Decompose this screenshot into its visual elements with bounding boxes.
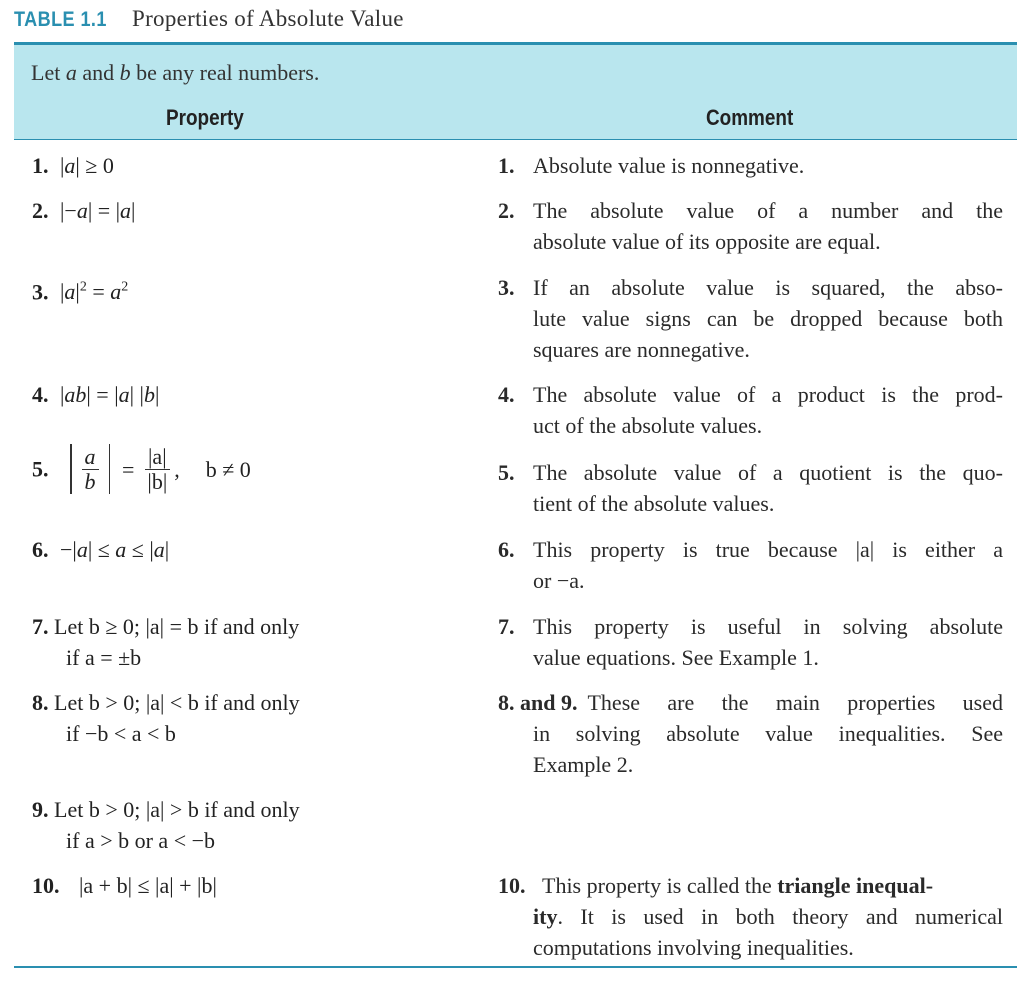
- property-cell: 4. |ab| = |a| |b|: [32, 382, 160, 407]
- comment-cell: 8. and 9. These are the main properties used in solving absolute value inequalities. See Example 2.: [498, 690, 1003, 777]
- property-cell: 7. Let b ≥ 0; |a| = b if and only if a = ±b: [32, 614, 300, 670]
- property-column-header: Property: [166, 105, 244, 130]
- property-cell: 8. Let b > 0; |a| < b if and only if −b < a < b: [32, 690, 300, 746]
- comment-cell: 10. This property is called the triangle inequal- ity. It is used in both theory and numerical computations involving inequalities.: [498, 873, 1003, 960]
- comment-column-header: Comment: [706, 105, 794, 130]
- table-header: [14, 42, 1017, 140]
- table-caption: Properties of Absolute Value: [132, 6, 404, 31]
- property-cell: 10. |a + b| ≤ |a| + |b|: [32, 873, 217, 898]
- table-title: [14, 6, 404, 36]
- comment-cell: 6. This property is true because |a| is either a or −a.: [498, 537, 1003, 593]
- comment-cell: 1. Absolute value is nonnegative.: [498, 153, 805, 178]
- comment-cell: 2. The absolute value of a number and the absolute value of its opposite are equal.: [498, 198, 1003, 254]
- comment-cell: 5. The absolute value of a quotient is the quo- tient of the absolute values.: [498, 460, 1003, 516]
- property-cell: 2. |−a| = |a|: [32, 198, 136, 223]
- intro-text: Let a and b be any real numbers.: [31, 60, 320, 85]
- property-cell: 9. Let b > 0; |a| > b if and only if a > b or a < −b: [32, 797, 300, 853]
- property-cell: 6. −|a| ≤ a ≤ |a|: [32, 537, 170, 562]
- comment-cell: 7. This property is useful in solving absolute value equations. See Example 1.: [498, 614, 1003, 670]
- comment-cell: 3. If an absolute value is squared, the abso- lute value signs can be dropped because both squares are nonnegative.: [498, 275, 1003, 362]
- bottom-rule: [14, 966, 1017, 968]
- property-cell: 3. $|a|^2 = a^2$: [32, 279, 129, 305]
- property-cell: 5. $\frac{a}{b}$ = $\frac{|a|}{|b|}$ , b ≠ 0: [32, 443, 251, 494]
- comment-cell: 4. The absolute value of a product is the prod- uct of the absolute values.: [498, 382, 1003, 438]
- table-number: TABLE 1.1: [14, 8, 107, 31]
- property-cell: 1. |a| ≥ 0: [32, 153, 114, 178]
